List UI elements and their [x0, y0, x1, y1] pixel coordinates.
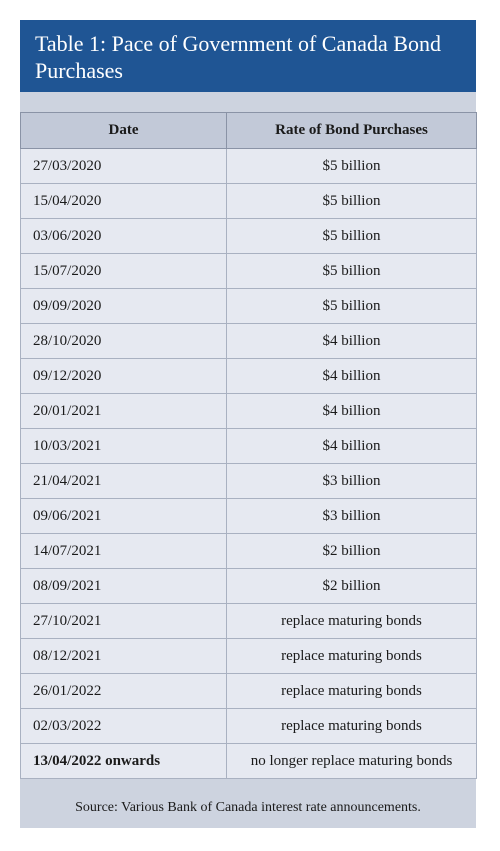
table-row	[21, 604, 477, 639]
date-cell: 08/09/2021	[21, 569, 227, 604]
rate-cell: replace maturing bonds	[227, 709, 477, 744]
rate-cell: $5 billion	[227, 254, 477, 289]
rate-cell: $4 billion	[227, 394, 477, 429]
date-cell: 02/03/2022	[21, 709, 227, 744]
date-cell: 10/03/2021	[21, 429, 227, 464]
date-cell: 14/07/2021	[21, 534, 227, 569]
column-header-date: Date	[21, 113, 227, 149]
table-row	[21, 534, 477, 569]
table-panel	[20, 20, 476, 828]
date-cell: 09/12/2020	[21, 359, 227, 394]
date-cell: 20/01/2021	[21, 394, 227, 429]
table-row	[21, 674, 477, 709]
date-cell: 09/06/2021	[21, 499, 227, 534]
rate-cell: $4 billion	[227, 359, 477, 394]
date-cell: 15/07/2020	[21, 254, 227, 289]
rate-cell: $3 billion	[227, 464, 477, 499]
rate-cell: no longer replace maturing bonds	[227, 744, 477, 779]
rate-cell: $5 billion	[227, 219, 477, 254]
table-row	[21, 569, 477, 604]
table-row	[21, 149, 477, 184]
column-header-rate: Rate of Bond Purchases	[227, 113, 477, 149]
bond-purchases-table	[20, 112, 477, 779]
table-row	[21, 744, 477, 779]
rate-cell: replace maturing bonds	[227, 674, 477, 709]
table-title: Table 1: Pace of Government of Canada Bond Purchases	[20, 20, 476, 92]
table-row	[21, 499, 477, 534]
rate-cell: $5 billion	[227, 289, 477, 324]
table-row	[21, 184, 477, 219]
table-row	[21, 429, 477, 464]
rate-cell: $3 billion	[227, 499, 477, 534]
date-cell: 08/12/2021	[21, 639, 227, 674]
table-row	[21, 709, 477, 744]
date-cell: 09/09/2020	[21, 289, 227, 324]
date-cell: 13/04/2022 onwards	[21, 744, 227, 779]
rate-cell: replace maturing bonds	[227, 604, 477, 639]
table-row	[21, 219, 477, 254]
table-row	[21, 464, 477, 499]
source-note: Source: Various Bank of Canada interest rate announcements.	[75, 800, 421, 815]
table-row	[21, 394, 477, 429]
table-row	[21, 639, 477, 674]
date-cell: 26/01/2022	[21, 674, 227, 709]
rate-cell: $4 billion	[227, 324, 477, 359]
table-row	[21, 359, 477, 394]
rate-cell: $2 billion	[227, 534, 477, 569]
table-row	[21, 324, 477, 359]
date-cell: 27/03/2020	[21, 149, 227, 184]
rate-cell: $5 billion	[227, 184, 477, 219]
rate-cell: replace maturing bonds	[227, 639, 477, 674]
date-cell: 27/10/2021	[21, 604, 227, 639]
table-header-row	[21, 113, 477, 149]
rate-cell: $2 billion	[227, 569, 477, 604]
date-cell: 15/04/2020	[21, 184, 227, 219]
rate-cell: $4 billion	[227, 429, 477, 464]
date-cell: 21/04/2021	[21, 464, 227, 499]
date-cell: 28/10/2020	[21, 324, 227, 359]
date-cell: 03/06/2020	[21, 219, 227, 254]
table-row	[21, 254, 477, 289]
table-row	[21, 289, 477, 324]
rate-cell: $5 billion	[227, 149, 477, 184]
